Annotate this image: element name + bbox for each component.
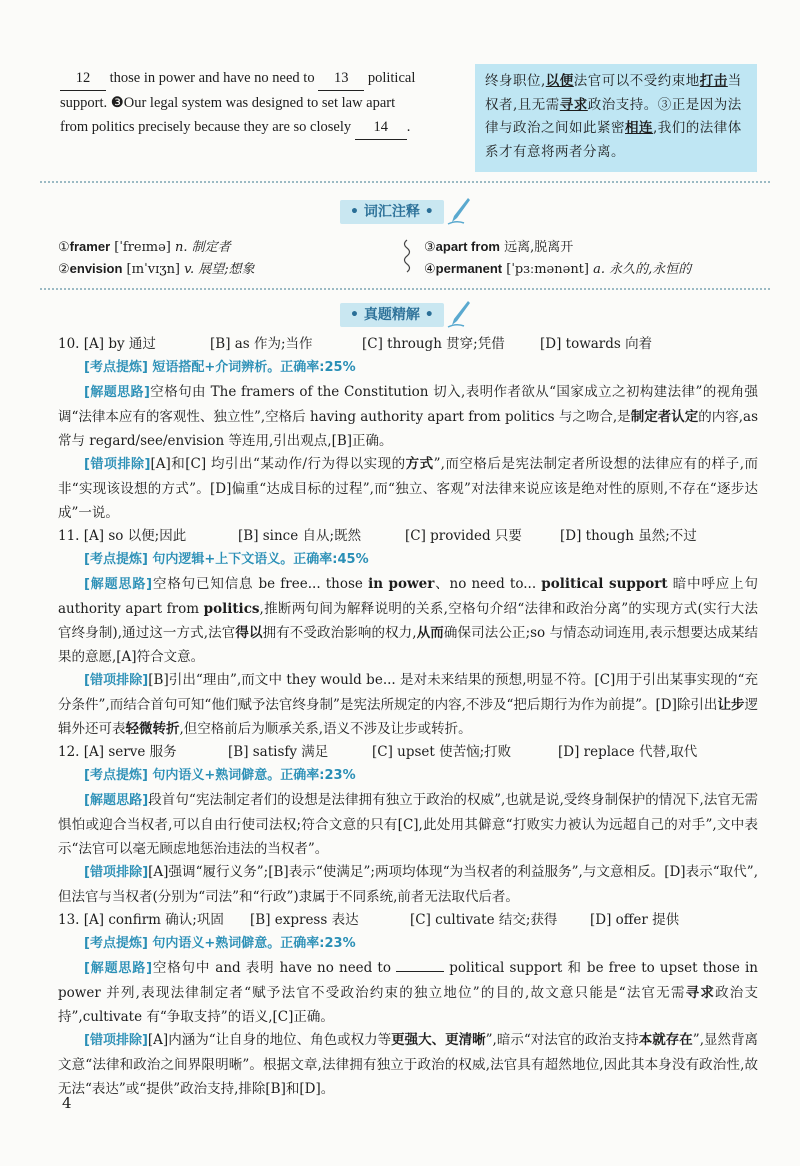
q13-option: 13. [A] confirm 确认;巩固 <box>58 912 224 928</box>
vocab-item: ③apart from 远离,脱离开 <box>424 239 574 255</box>
pen-icon <box>446 299 472 329</box>
passage-excerpt: 12 those in power and have no need to 13 political support. ❸Our legal system was designed to set law apart from politics precisely because they are so closely 14 . <box>60 66 470 140</box>
q12-elim: [错项排除][A]强调“履行义务”;[B]表示“使满足”;两项均体现“为当权者的利益服务”,与文意相反。[D]表示“取代”,但法官与当权者(分别为“司法”和“行政”)隶属于不同系统,前者无法取代后者。 <box>58 864 758 905</box>
vocab-item: ④permanent [ˈpɜːmənənt] a. 永久的,永恒的 <box>424 261 692 277</box>
q12-option: 12. [A] serve 服务 <box>58 744 177 760</box>
vocab-section-title: • 词汇注释 • <box>340 200 444 224</box>
q11-option: [B] since 自从;既然 <box>238 528 362 544</box>
q10-option: [D] towards 向着 <box>540 336 653 352</box>
q13-option: [D] offer 提供 <box>590 912 680 928</box>
q10-tag: [考点提炼] 短语搭配+介词辨析。正确率:25% <box>84 360 356 375</box>
q13-option: [B] express 表达 <box>250 912 359 928</box>
circled-marker: ❸ <box>110 95 124 111</box>
q11-option: [D] though 虽然;不过 <box>560 528 697 544</box>
q12-idea: [解题思路]段首句“宪法制定者们的设想是法律拥有独立于政治的权威”,也就是说,受终身制保护的情况下,法官无需惧怕或迎合当权者,可以自由行使司法权;符合文意的只有[C],此处用其僻意“打败实力被认为远超自己的对手”,文中表示“法官可以毫无顾虑地惩治违法的当权者”。 <box>58 792 758 857</box>
spiral-binding-icon <box>400 238 414 278</box>
q11-option: [C] provided 只要 <box>405 528 522 544</box>
divider <box>40 181 770 183</box>
q12-option: [D] replace 代替,取代 <box>558 744 698 760</box>
pen-icon <box>446 196 472 226</box>
q13-option: [C] cultivate 结交;获得 <box>410 912 558 928</box>
q12-option: [C] upset 使苦恼;打败 <box>372 744 512 760</box>
q10-option: [B] as 作为;当作 <box>210 336 313 352</box>
q12-tag: [考点提炼] 句内语义+熟词僻意。正确率:23% <box>84 768 356 783</box>
q10-idea: [解题思路]空格句由 The framers of the Constitution 切入,表明作者欲从“国家成立之初构建法律”的视角强调“法律本应有的客观性、独立性”,空格后 having authority apart from politics 与之吻合,是制定者认定的内容,as 常与 regard/see/envision 等连用,引出观点,[B]正确。 <box>58 384 758 449</box>
blank-14: 14 <box>355 115 407 140</box>
q13-elim: [错项排除][A]内涵为“让自身的地位、角色或权力等更强大、更清晰”,暗示“对法官的政治支持本就存在”,显然背离文意“法律和政治之间界限明晰”。根据文章,法律拥有独立于政治的权威,法官具有超然地位,因此其本身没有政治性,故无法“表达”或“提供”政治支持,排除[B]和[D]。 <box>58 1032 758 1097</box>
blank-13: 13 <box>318 66 364 91</box>
q13-tag: [考点提炼] 句内语义+熟词僻意。正确率:23% <box>84 936 356 951</box>
vocab-item: ②envision [ɪnˈvɪʒn] v. 展望;想象 <box>58 261 255 277</box>
q10-option: 10. [A] by 通过 <box>58 336 156 352</box>
q11-idea: [解题思路]空格句已知信息 be free... those in power、no need to... political support 暗中呼应上句 authority apart from politics,推断两句间为解释说明的关系,空格句介绍“法律和政治分离”的实现方式(实行大法官终身制),通过这一方式,法官得以拥有不受政治影响的权力,从而确保司法公正;so 与情态动词连用,表示想要达成某结果的意愿,[A]符合文意。 <box>58 576 759 665</box>
vocab-item: ①framer [ˈfreɪmə] n. 制定者 <box>58 239 231 255</box>
q11-tag: [考点提炼] 句内逻辑+上下文语义。正确率:45% <box>84 552 369 567</box>
translation-box: 终身职位,以便法官可以不受约束地打击当权者,且无需寻求政治支持。③正是因为法律与政治之间如此紧密相连,我们的法律体系才有意将两者分离。 <box>475 64 757 172</box>
blank-12: 12 <box>60 66 106 91</box>
page-number: 4 <box>62 1094 72 1112</box>
answers-section-title: • 真题精解 • <box>340 303 444 327</box>
q11-elim: [错项排除][B]引出“理由”,而文中 they would be... 是对未来结果的预想,明显不符。[C]用于引出某事实现的“充分条件”,而结合首句可知“他们赋予法官终身制”是宪法所规定的内容,不涉及“把后期行为作为前提”。[D]除引出让步逻辑外还可表轻微转折,但空格前后为顺承关系,语义不涉及让步或转折。 <box>58 672 759 737</box>
blank-line <box>396 971 444 972</box>
divider <box>40 288 770 290</box>
q12-option: [B] satisfy 满足 <box>228 744 329 760</box>
q11-option: 11. [A] so 以便;因此 <box>58 528 187 544</box>
q13-idea: [解题思路]空格句中 and 表明 have no need to political support 和 be free to upset those in power 并列,表现法律制定者“赋予法官不受政治约束的独立地位”的目的,故文意只能是“法官无需寻求政治支持”,cultivate 有“争取支持”的语义,[C]正确。 <box>58 960 759 1025</box>
q10-option: [C] through 贯穿;凭借 <box>362 336 505 352</box>
q10-elim: [错项排除][A]和[C] 均引出“某动作/行为得以实现的方式”,而空格后是宪法制定者所设想的法律应有的样子,而非“实现该设想的方式”。[D]偏重“达成目标的过程”,而“独立、客观”对法律来说应该是绝对性的原则,不存在“逐步达成”一说。 <box>58 456 759 521</box>
